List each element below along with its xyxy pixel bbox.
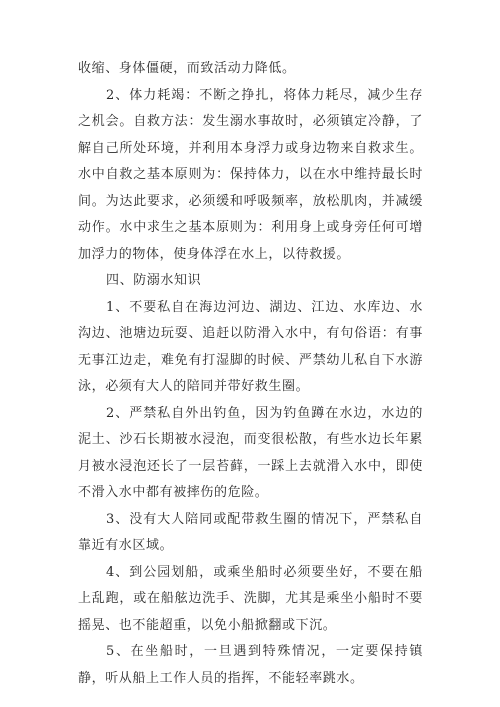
paragraph-rule-2: 2、严禁私自外出钓鱼，因为钓鱼蹲在水边，水边的泥土、沙石长期被水浸泡，而变很松散，有些水边长年累月被水浸泡还长了一层苔藓，一踩上去就滑入水中，即使不滑入水中都有被摔伤的危险。 — [78, 405, 423, 500]
paragraph-rule-1: 1、不要私自在海边河边、湖边、江边、水库边、水沟边、池塘边玩耍、追赶以防滑入水中，有句俗语：有事无事江边走，难免有打湿脚的时候、严禁幼儿私自下水游泳，必须有大人的陪同并带好救生圈。 — [78, 299, 423, 394]
section-heading-drowning-prevention: 四、防溺水知识 — [106, 273, 202, 288]
paragraph-rule-3: 3、没有大人陪同或配带救生圈的情况下，严禁私自靠近有水区域。 — [78, 511, 423, 553]
paragraph-rule-4: 4、到公园划船，或乘坐船时必须要坐好，不要在船上乱跑，或在船舷边洗手、洗脚，尤其是乘坐小船时不要摇晃、也不能超重，以免小船掀翻或下沉。 — [78, 564, 423, 633]
paragraph-rule-5: 5、在坐船时，一旦遇到特殊情况，一定要保持镇静，听从船上工作人员的指挥，不能轻率跳水。 — [78, 644, 423, 686]
paragraph-continuation: 收缩、身体僵硬，而致活动力降低。 — [78, 61, 296, 76]
document-page — [78, 56, 423, 692]
paragraph-physical-exhaustion: 2、体力耗竭：不断之挣扎，将体力耗尽，减少生存之机会。自救方法：发生溺水事故时，必须镇定冷静，了解自己所处环境，并利用本身浮力或身边物来自救求生。水中自救之基本原则为：保持体力，以在水中维持最长时间。为达此要求，必须缓和呼吸频率，放松肌肉，并减缓动作。水中求生之基本原则为：利用身上或身旁任何可增加浮力的物体，使身体浮在水上，以待救援。 — [78, 87, 423, 262]
